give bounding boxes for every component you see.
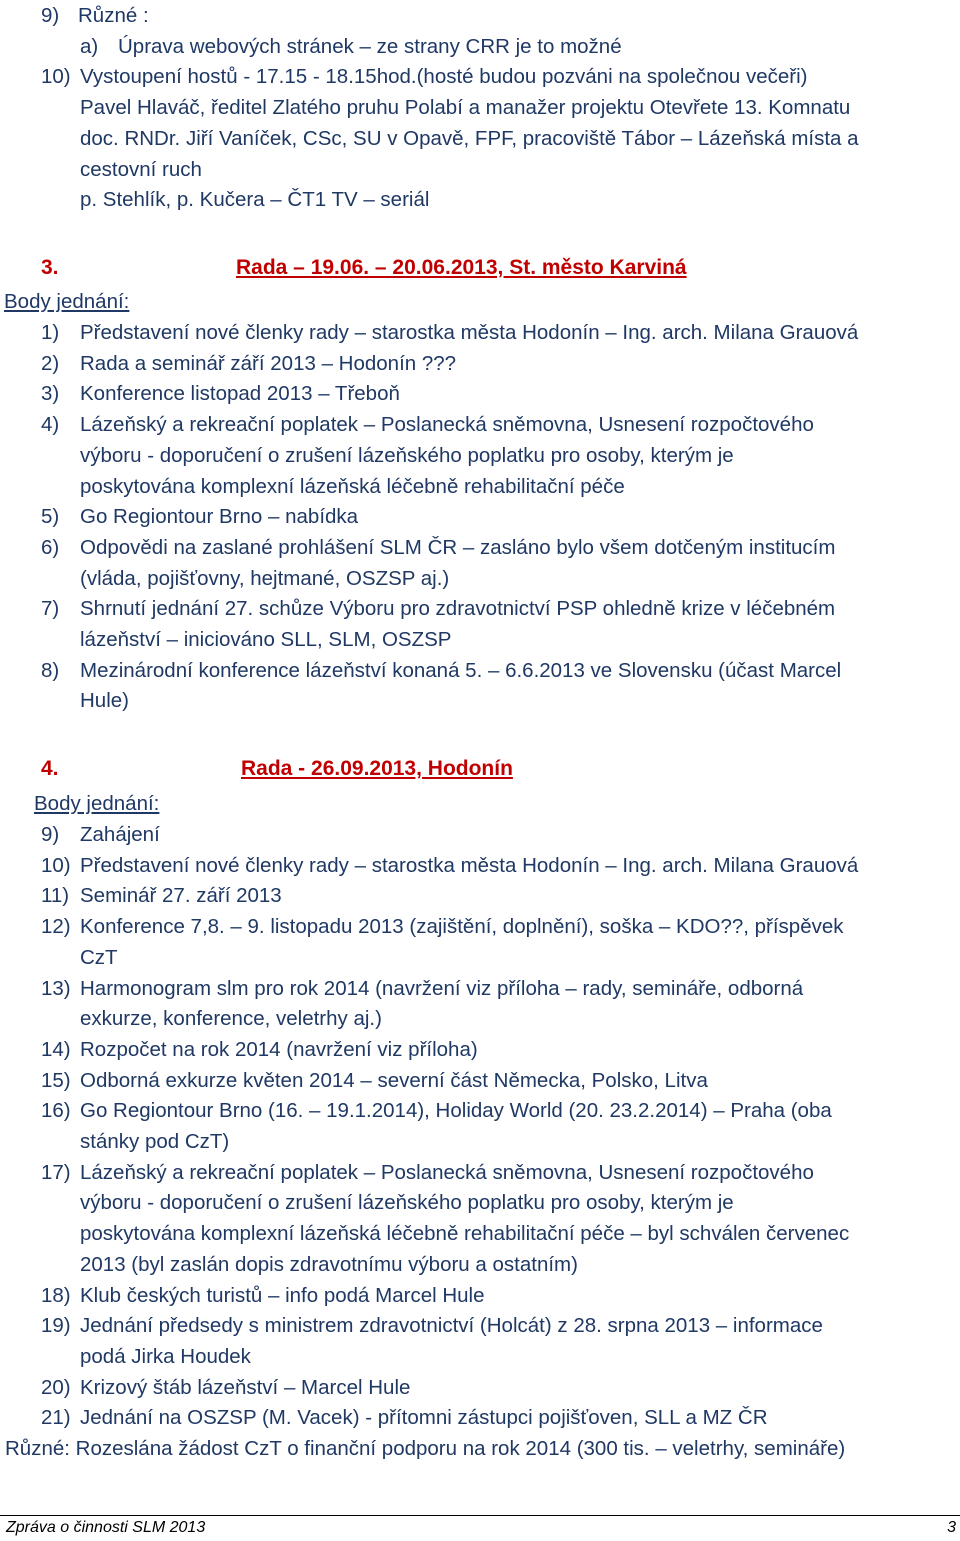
- item-number: 11): [41, 884, 70, 908]
- item-text: lázeňství – iniciováno SLL, SLM, OSZSP: [80, 628, 452, 651]
- item-number: 10): [41, 853, 71, 877]
- footer-rule: [0, 1515, 960, 1516]
- item-number: 21): [41, 1406, 71, 1430]
- item-text: Jednání na OSZSP (M. Vacek) - přítomni zástupci pojišťoven, SLL a MZ ČR: [80, 1406, 768, 1430]
- item-number: 9): [41, 823, 60, 846]
- item-text: stánky pod CzT): [80, 1130, 230, 1153]
- item-text: Vystoupení hostů - 17.15 - 18.15hod.(hosté budou pozváni na společnou večeři): [80, 65, 808, 89]
- item-text: Představení nové členky rady – starostka města Hodonín – Ing. arch. Milana Grauová: [80, 321, 859, 344]
- item-text: Rozpočet na rok 2014 (navržení viz příloha): [80, 1037, 478, 1061]
- item-number: 16): [41, 1099, 71, 1123]
- item-number: 12): [41, 915, 71, 939]
- item-number: a): [80, 34, 99, 58]
- item-number: 18): [41, 1283, 71, 1307]
- section-title: Rada – 19.06. – 20.06.2013, St. město Karviná: [236, 256, 687, 279]
- item-text: výboru - doporučení o zrušení lázeňského poplatku pro osoby, kterým je: [80, 1191, 734, 1215]
- footer-title: Zpráva o činnosti SLM 2013: [6, 1519, 206, 1536]
- item-text: podá Jirka Houdek: [80, 1344, 251, 1368]
- item-text: Lázeňský a rekreační poplatek – Poslanecká sněmovna, Usnesení rozpočtového: [80, 1160, 814, 1184]
- item-text: Lázeňský a rekreační poplatek – Poslanecká sněmovna, Usnesení rozpočtového: [80, 413, 814, 437]
- item-text: Shrnutí jednání 27. schůze Výboru pro zdravotnictví PSP ohledně krize v léčebném: [80, 597, 836, 621]
- item-number: 15): [41, 1068, 71, 1092]
- item-text: 2013 (byl zaslán dopis zdravotnímu výboru a ostatním): [80, 1252, 578, 1276]
- item-number: 17): [41, 1160, 71, 1184]
- item-text: Harmonogram slm pro rok 2014 (navržení viz příloha – rady, semináře, odborná: [80, 976, 804, 1000]
- item-number: 4): [41, 413, 60, 437]
- item-text: Jednání předsedy s ministrem zdravotnictví (Holcát) z 28. srpna 2013 – informace: [80, 1314, 823, 1338]
- item-text: (vláda, pojišťovny, hejtmané, OSZSP aj.): [80, 566, 450, 590]
- item-text: Go Regiontour Brno – nabídka: [80, 505, 359, 529]
- item-text: Seminář 27. září 2013: [80, 884, 282, 908]
- item-text: Rada a seminář září 2013 – Hodonín ???: [80, 351, 457, 375]
- item-text: Mezinárodní konference lázeňství konaná 5. – 6.6.2013 ve Slovensku (účast Marcel: [80, 658, 842, 682]
- item-number: 7): [41, 597, 60, 621]
- item-text: Odpovědi na zaslané prohlášení SLM ČR – zasláno bylo všem dotčeným institucím: [80, 535, 836, 559]
- footer-page-number: 3: [947, 1519, 956, 1536]
- body-label-text: Body jednání:: [34, 792, 160, 815]
- item-text: Konference 7,8. – 9. listopadu 2013 (zajištění, doplnění), soška – KDO??, příspěvek: [80, 915, 844, 939]
- section-number: 4.: [41, 757, 59, 780]
- item-text: Hule): [80, 689, 129, 713]
- item-number: 2): [41, 351, 60, 375]
- item-number: 9): [41, 4, 60, 27]
- item-text: p. Stehlík, p. Kučera – ČT1 TV – seriál: [80, 188, 430, 212]
- section-title: Rada - 26.09.2013, Hodonín: [241, 757, 513, 780]
- item-text: Go Regiontour Brno (16. – 19.1.2014), Holiday World (20. 23.2.2014) – Praha (oba: [80, 1099, 832, 1123]
- body-label-text: Body jednání:: [4, 290, 130, 313]
- item-number: 13): [41, 976, 71, 1000]
- item-text: Krizový štáb lázeňství – Marcel Hule: [80, 1375, 411, 1399]
- item-number: 1): [41, 321, 60, 344]
- item-text: cestovní ruch: [80, 157, 202, 181]
- item-number: 5): [41, 505, 60, 529]
- item-text: poskytována komplexní lázeňská léčebně rehabilitační péče: [80, 474, 625, 498]
- item-text: exkurze, konference, veletrhy aj.): [80, 1007, 382, 1031]
- item-text: poskytována komplexní lázeňská léčebně rehabilitační péče – byl schválen červenec: [80, 1222, 850, 1246]
- item-text: CzT: [80, 945, 118, 969]
- item-text: Různé :: [78, 4, 149, 27]
- item-number: 6): [41, 535, 60, 559]
- item-text: výboru - doporučení o zrušení lázeňského poplatku pro osoby, kterým je: [80, 443, 734, 467]
- item-number: 3): [41, 382, 60, 406]
- item-text: Zahájení: [80, 823, 160, 846]
- item-text: Představení nové členky rady – starostka města Hodonín – Ing. arch. Milana Grauová: [80, 853, 859, 877]
- item-text: Různé: Rozeslána žádost CzT o finanční podporu na rok 2014 (300 tis. – veletrhy, semináře): [5, 1437, 846, 1460]
- item-number: 14): [41, 1037, 71, 1061]
- item-text: Pavel Hlaváč, ředitel Zlatého pruhu Polabí a manažer projektu Otevřete 13. Komnatu: [80, 96, 851, 120]
- item-text: Konference listopad 2013 – Třeboň: [80, 382, 400, 406]
- item-text: Odborná exkurze květen 2014 – severní část Německa, Polsko, Litva: [80, 1068, 708, 1092]
- item-text: Klub českých turistů – info podá Marcel Hule: [80, 1283, 485, 1307]
- item-number: 10): [41, 65, 71, 89]
- item-number: 19): [41, 1314, 71, 1338]
- item-number: 8): [41, 658, 60, 682]
- item-number: 20): [41, 1375, 71, 1399]
- item-text: doc. RNDr. Jiří Vaníček, CSc, SU v Opavě, FPF, pracoviště Tábor – Lázeňská místa a: [80, 126, 859, 150]
- item-text: Úprava webových stránek – ze strany CRR je to možné: [118, 34, 622, 58]
- section-number: 3.: [41, 256, 59, 279]
